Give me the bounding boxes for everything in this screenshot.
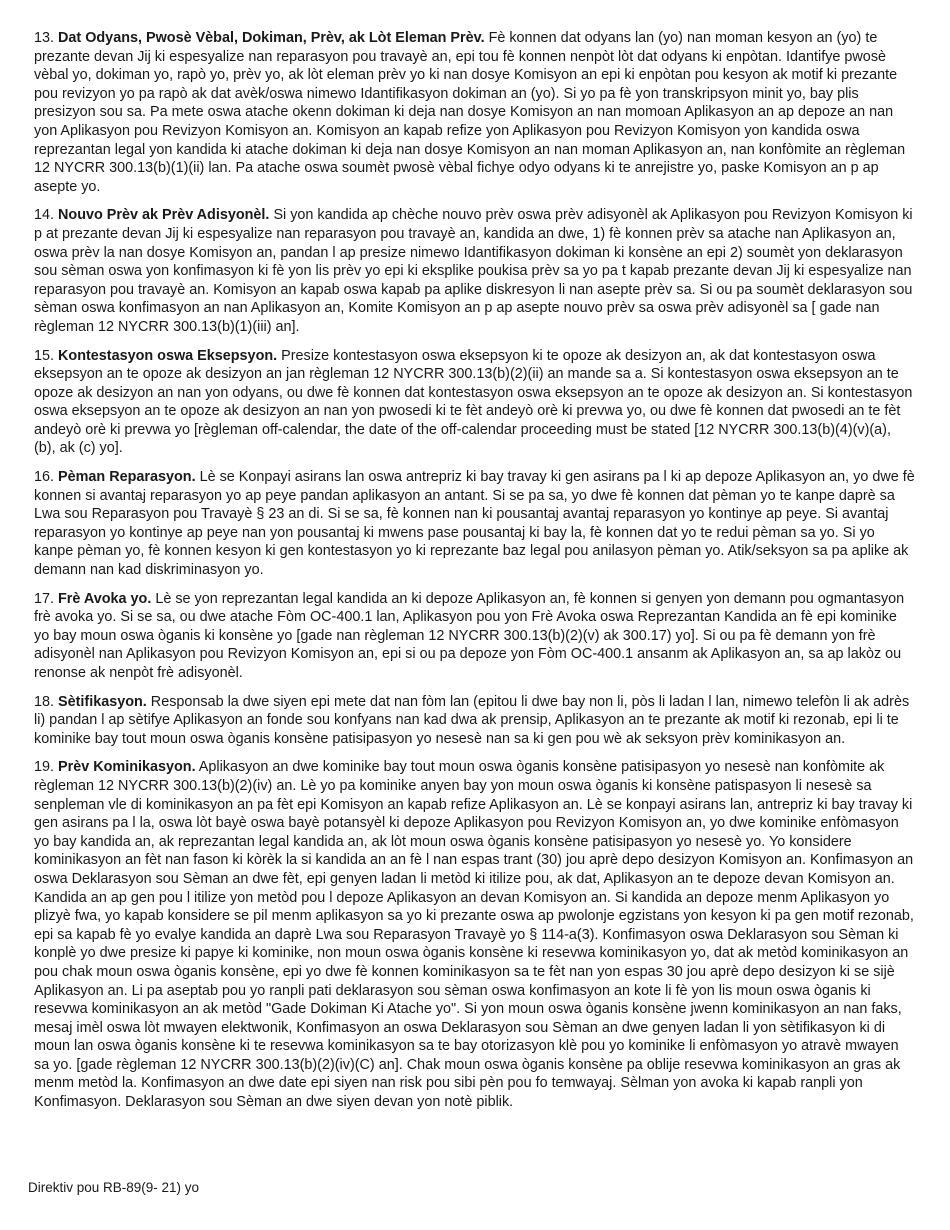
section-number: 13. [34, 30, 55, 46]
section-text: Fè konnen dat odyans lan (yo) nan moman kesyon an (yo) te prezante devan Jij ki espesyalize nan reparasyon pou travayè an, epi tou fè konnen nenpòt lòt dat odyans ki enpòtan. Idantifye pwosè vèbal yo, dokiman yo, rapò yo, prèv yo, ak lòt eleman prèv yo ki nan dosye Komisyon an epi ki enpòtan pou kesyon ak motif ki prezante pou revizyon yo pa rapò ak dat avèk/oswa nimewo Idantifikasyon dokiman an (yo). Si yo pa fè yon transkripsyon minit yo, bay plis presizyon sou sa. Pa mete oswa atache okenn dokiman ki deja nan dosye Komisyon an nan momoan Aplikasyon an ap depoze an nan yon Aplikasyon pou Revizyon Komisyon an. Komisyon an kapab refize yon Aplikasyon pou Revizyon Komisyon yon kandida oswa reprezantan legal yon kandida ki atache dokiman ki deja nan dosye Komisyon an nan moman Aplikasyon an, nan konfòmite an règleman 12 NYCRR 300.13(b)(1)(ii) lan. Pa atache oswa soumèt pwosè vèbal fichye odyo odyans ki te anrejistre yo, paske Komisyon an p ap asepte yo. [34, 30, 906, 195]
section-text: Responsab la dwe siyen epi mete dat nan fòm lan (epitou li dwe bay non li, pòs li ladan l lan, nimewo telefòn li ak adrès li) pandan l ap sètifye Aplikasyon an fonde sou konfyans nan kad dwa ak prensip, Aplikasyon an te prezante ak motif ki rezonab, epi li te kominike bay tout moun oswa òganis konsène patisipasyon yo nesesè nan sa ki gen pou wè ak seksyon prèv kominikasyon an. [34, 693, 910, 747]
section-15 [34, 347, 915, 459]
section-heading: Prèv Kominikasyon. [58, 759, 196, 776]
section-text: Lè se Konpayi asirans lan oswa antrepriz ki bay travay ki gen asirans pa l ki ap depoze Aplikasyon an, yo dwe fè konnen si avantaj reparasyon yo ap peye pandan aplikasyon an antant. Si se pa sa, yo dwe fè konnen dat pèman yo te kanpe daprè sa Lwa sou Reparasyon pou Travayè § 23 an di. Si se sa, fè konnen nan ki pousantaj avantaj reparasyon yo kontinye ap peye. Si avantaj reparasyon yo kontinye ap peye nan yon pousantaj ki mwens pase pousantaj ki bay la, fè konnen dat yo te redui pèman sa yo. Si yo kanpe pèman yo, fè konnen kesyon ki gen kontestasyon yo ki reprezante baz legal pou anilasyon pèman yo. Atik/seksyon sa pa aplike ak demann nan kad diskriminasyon yo. [34, 469, 915, 579]
section-heading: Frè Avoka yo. [58, 590, 152, 607]
section-heading: Nouvo Prèv ak Prèv Adisyonèl. [58, 207, 270, 224]
section-17 [34, 590, 915, 683]
section-18 [34, 693, 915, 749]
document-body [34, 29, 915, 1122]
section-number: 15. [34, 347, 55, 364]
section-heading: Sètifikasyon. [58, 693, 147, 710]
section-number: 14. [34, 207, 55, 224]
section-heading: Dat Odyans, Pwosè Vèbal, Dokiman, Prèv, ak Lòt Eleman Prèv. [58, 30, 485, 46]
section-heading: Pèman Reparasyon. [58, 469, 196, 486]
section-text: Aplikasyon an dwe kominike bay tout moun oswa òganis konsène patisipasyon yo nesesè nan konfòmite ak règleman 12 NYCRR 300.13(b)(2)(iv) an. Lè yo pa kominike anyen bay yon moun oswa òganis ki konsène patispasyon li nesesè sa senpleman vle di kominikasyon an pa fèt epi Komisyon an kapab refize Aplikasyon an. Lè se konpayi asirans lan, antrepriz ki bay travay ki gen asirans pa l la, oswa lòt bayè oswa bayè potansyèl ki depoze Aplikasyon pou Revizyon Komisyon an, yo dwe kominike enfòmasyon yo bay kandida an, ak reprezantan legal kandida an, ak lòt moun oswa òganis konsène patisipasyon yo nesesè yo. Yo konsidere kominikasyon an fèt nan fason ki kòrèk la si kandida an an fè l nan espas trant (30) jou aprè depo desizyon Komisyon an. Konfimasyon an oswa Deklarasyon sou Sèman an dwe fèt, epi genyen ladan li metòd ki itilize pou, ak dat, Aplikasyon an te depoze devan Komisyon an. Kandida an ap gen pou l itilize yon metòd pou l depoze Aplikasyon an devan Komisyon an. Si kandida an depoze menm Aplikasyon yo plizyè fwa, yo kapab konsidere se pil menm aplikasyon sa yo ki prezante oswa ap pwolonje egzistans yon kesyon ki pa gen motif rezonab, epi sa kapab fè yo evalye kandida an daprè Lwa sou Reparasyon Travayè yo § 114-a(3). Konfimasyon oswa Deklarasyon sou Sèman ki konplè yo dwe presize ki papye ki kominike, non moun oswa òganis konsène ki resevwa kominikasyon yo, dat ak metòd kominikasyon an pou chak moun oswa òganis konsène, epi yo dwe fè konnen kominikasyon sa te fèt nan yon espas 30 jou aprè depo desizyon ki se sijè Aplikasyon an. Li pa aseptab pou yo ranpli pati deklarasyon sou sèman oswa konfimasyon an kote li fè yon lis moun oswa òganis ki resevwa kominikasyon an ak metòd "Gade Dokiman Ki Atache yo". Si yon moun oswa òganis konsène jwenn kominikasyon an nan faks, mesaj imèl oswa lòt mwayen elektwonik, Konfimasyon an oswa Deklarasyon sou Sèman an dwe genyen ladan li yon sètifikasyon ki di moun lan oswa òganis konsène ki te resevwa kominikasyon sa te bay otorizasyon klè pou yo kominike li enfòmasyon yo atravè mwayen sa yo. [gade règleman 12 NYCRR 300.13(b)(2)(iv)(C) an]. Chak moun oswa òganis konsène pa oblije resevwa kominikasyon an gras ak menm metòd la. Konfimasyon an dwe date epi siyen nan risk pou sibi pèn pou fo temwayaj. Sèlman yon avoka ki kapab ranpli yon Konfimasyon. Deklarasyon sou Sèman an dwe siyen devan yon notè piblik. [34, 759, 914, 1111]
page-footer: Direktiv pou RB-89(9- 21) yo [28, 1180, 200, 1195]
section-text: Lè se yon reprezantan legal kandida an ki depoze Aplikasyon an, fè konnen si genyen yon demann pou ogmantasyon frè avoka yo. Si se sa, ou dwe atache Fòm OC-400.1 lan, Aplikasyon pou yon Frè Avoka oswa Reprezantan Kandida an fè epi kominike yo bay moun oswa òganis ki konsène yo [gade nan règleman 12 NYCRR 300.13(b)(2)(v) ak 300.17) yo]. Si ou pa fè demann yon frè adisyonèl nan Aplikasyon pou Revizyon Komisyon an, epi si ou pa depoze yon Fòm OC-400.1 ansanm ak Aplikasyon an, sa ap lakòz ou renonse ak nenpòt frè adisyonèl. [34, 590, 905, 681]
section-number: 17. [34, 590, 55, 607]
section-number: 16. [34, 469, 55, 486]
section-text: Presize kontestasyon oswa eksepsyon ki te opoze ak desizyon an, ak dat kontestasyon oswa eksepsyon an te opoze ak desizyon an jan règleman 12 NYCRR 300.13(b)(2)(ii) an mande sa a. Si kontestasyon oswa eksepsyon an te opoze ak desizyon an nan yon odyans, ou dwe fè konnen dat kontestasyon oswa eksepsyon an te opoze ak desizyon an. Si kontestasyon oswa eksepsyon an te opoze ak desizyon an nan yon pwosedi ki te fèt andeyò orè ki prevwa yo, ou dwe fè konnen dat pwosedi an te fèt andeyò orè ki prevwa yo [règleman off-calendar, the date of the off-calendar proceeding must be stated [12 NYCRR 300.13(b)(4)(v)(a), (b), ak (c) yo]. [34, 347, 913, 457]
section-text: Si yon kandida ap chèche nouvo prèv oswa prèv adisyonèl ak Aplikasyon pou Revizyon Komisyon ki p at prezante devan Jij ki espesyalize nan reparasyon pou travayè an, kandida an dwe, 1) fè konnen prèv sa atache nan Aplikasyon an, oswa prèv la nan dosye Komisyon an, pandan l ap presize nimewo Idantifikasyon dokiman ki konsène an epi 2) soumèt yon deklarasyon sou sèman oswa yon konfimasyon ki fè yon lis prèv yo epi ki eksplike poukisa prèv sa yo pa t kapab prezante devan Jij ki espesyalize nan reparasyon pou travayè an. Komisyon an kapab oswa kapab pa aplike diskresyon li nan asepte prèv sa. Si ou pa soumèt deklarasyon sou sèman oswa konfimasyon an nan Aplikasyon an, Komite Komisyon an p ap asepte nouvo prèv sa oswa prèv adisyonèl sa [ gade nan règleman 12 NYCRR 300.13(b)(1)(iii) an]. [34, 207, 913, 335]
section-number: 18. [34, 693, 55, 710]
section-16 [34, 468, 915, 580]
section-14 [34, 206, 915, 336]
section-heading: Kontestasyon oswa Eksepsyon. [58, 347, 278, 364]
section-number: 19. [34, 759, 55, 776]
section-13 [34, 29, 915, 196]
section-19 [34, 758, 915, 1111]
